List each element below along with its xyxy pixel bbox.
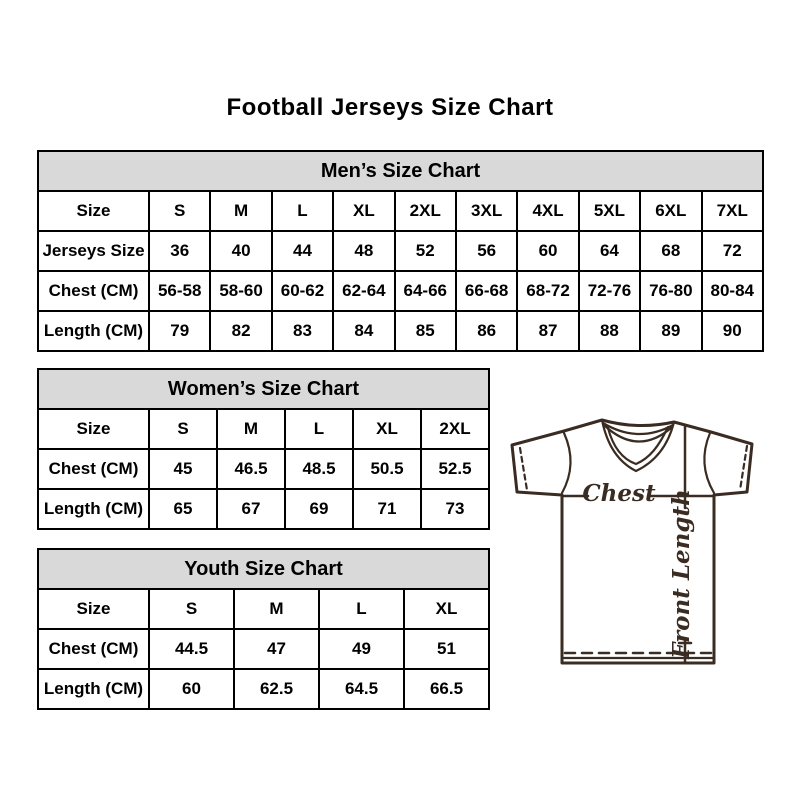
table-row xyxy=(38,589,489,629)
cell-value: 82 xyxy=(210,311,271,351)
cell-value: 88 xyxy=(579,311,640,351)
table-row xyxy=(38,231,763,271)
cell-value: 44 xyxy=(272,231,333,271)
column-header: M xyxy=(234,589,319,629)
cell-value: 36 xyxy=(149,231,210,271)
cell-value: 49 xyxy=(319,629,404,669)
table-row xyxy=(38,669,489,709)
cell-value: 72-76 xyxy=(579,271,640,311)
cell-value: 87 xyxy=(517,311,578,351)
row-label: Size xyxy=(38,589,149,629)
row-label: Size xyxy=(38,191,149,231)
column-header: 4XL xyxy=(517,191,578,231)
column-header: S xyxy=(149,589,234,629)
row-label: Chest (CM) xyxy=(38,449,149,489)
cell-value: 48.5 xyxy=(285,449,353,489)
womens-size-table xyxy=(37,368,490,530)
cell-value: 86 xyxy=(456,311,517,351)
cell-value: 84 xyxy=(333,311,394,351)
table-row xyxy=(38,271,763,311)
cell-value: 44.5 xyxy=(149,629,234,669)
cell-value: 45 xyxy=(149,449,217,489)
cell-value: 67 xyxy=(217,489,285,529)
cell-value: 48 xyxy=(333,231,394,271)
page-title: Football Jerseys Size Chart xyxy=(226,94,554,121)
column-header: 2XL xyxy=(395,191,456,231)
cell-value: 62.5 xyxy=(234,669,319,709)
cell-value: 80-84 xyxy=(702,271,763,311)
cell-value: 58-60 xyxy=(210,271,271,311)
jersey-measurement-diagram xyxy=(500,400,765,670)
cell-value: 64-66 xyxy=(395,271,456,311)
column-header: 7XL xyxy=(702,191,763,231)
cell-value: 66.5 xyxy=(404,669,489,709)
column-header: S xyxy=(149,409,217,449)
column-header: 2XL xyxy=(421,409,489,449)
cell-value: 76-80 xyxy=(640,271,701,311)
cell-value: 85 xyxy=(395,311,456,351)
table-row xyxy=(38,489,489,529)
column-header: XL xyxy=(353,409,421,449)
mens-size-table xyxy=(37,150,764,352)
cell-value: 65 xyxy=(149,489,217,529)
column-header: L xyxy=(319,589,404,629)
cell-value: 60 xyxy=(517,231,578,271)
column-header: M xyxy=(217,409,285,449)
cell-value: 83 xyxy=(272,311,333,351)
cell-value: 68-72 xyxy=(517,271,578,311)
cell-value: 89 xyxy=(640,311,701,351)
row-label: Length (CM) xyxy=(38,669,149,709)
cell-value: 46.5 xyxy=(217,449,285,489)
row-label: Jerseys Size xyxy=(38,231,149,271)
cell-value: 68 xyxy=(640,231,701,271)
cell-value: 40 xyxy=(210,231,271,271)
cell-value: 72 xyxy=(702,231,763,271)
cell-value: 56-58 xyxy=(149,271,210,311)
cell-value: 52.5 xyxy=(421,449,489,489)
cell-value: 64 xyxy=(579,231,640,271)
cell-value: 56 xyxy=(456,231,517,271)
cell-value: 52 xyxy=(395,231,456,271)
cell-value: 69 xyxy=(285,489,353,529)
column-header: 3XL xyxy=(456,191,517,231)
table-row xyxy=(38,449,489,489)
column-header: 5XL xyxy=(579,191,640,231)
cell-value: 62-64 xyxy=(333,271,394,311)
chest-measure-label: Chest xyxy=(582,480,656,507)
column-header: M xyxy=(210,191,271,231)
table-row xyxy=(38,629,489,669)
jersey-outline xyxy=(512,420,752,663)
row-label: Chest (CM) xyxy=(38,271,149,311)
row-label: Chest (CM) xyxy=(38,629,149,669)
cell-value: 71 xyxy=(353,489,421,529)
column-header: XL xyxy=(333,191,394,231)
table-row xyxy=(38,311,763,351)
youth-size-table xyxy=(37,548,490,710)
cell-value: 90 xyxy=(702,311,763,351)
row-label: Length (CM) xyxy=(38,311,149,351)
column-header: 6XL xyxy=(640,191,701,231)
cell-value: 73 xyxy=(421,489,489,529)
cell-value: 51 xyxy=(404,629,489,669)
cell-value: 66-68 xyxy=(456,271,517,311)
column-header: L xyxy=(285,409,353,449)
column-header: XL xyxy=(404,589,489,629)
column-header: S xyxy=(149,191,210,231)
table-section-title: Men’s Size Chart xyxy=(38,151,763,191)
front-length-measure-label: Front Length xyxy=(668,489,695,659)
table-section-title: Youth Size Chart xyxy=(38,549,489,589)
cell-value: 60 xyxy=(149,669,234,709)
cell-value: 64.5 xyxy=(319,669,404,709)
column-header: L xyxy=(272,191,333,231)
table-row xyxy=(38,409,489,449)
row-label: Length (CM) xyxy=(38,489,149,529)
cell-value: 50.5 xyxy=(353,449,421,489)
cell-value: 47 xyxy=(234,629,319,669)
cell-value: 60-62 xyxy=(272,271,333,311)
row-label: Size xyxy=(38,409,149,449)
cell-value: 79 xyxy=(149,311,210,351)
table-row xyxy=(38,191,763,231)
table-section-title: Women’s Size Chart xyxy=(38,369,489,409)
